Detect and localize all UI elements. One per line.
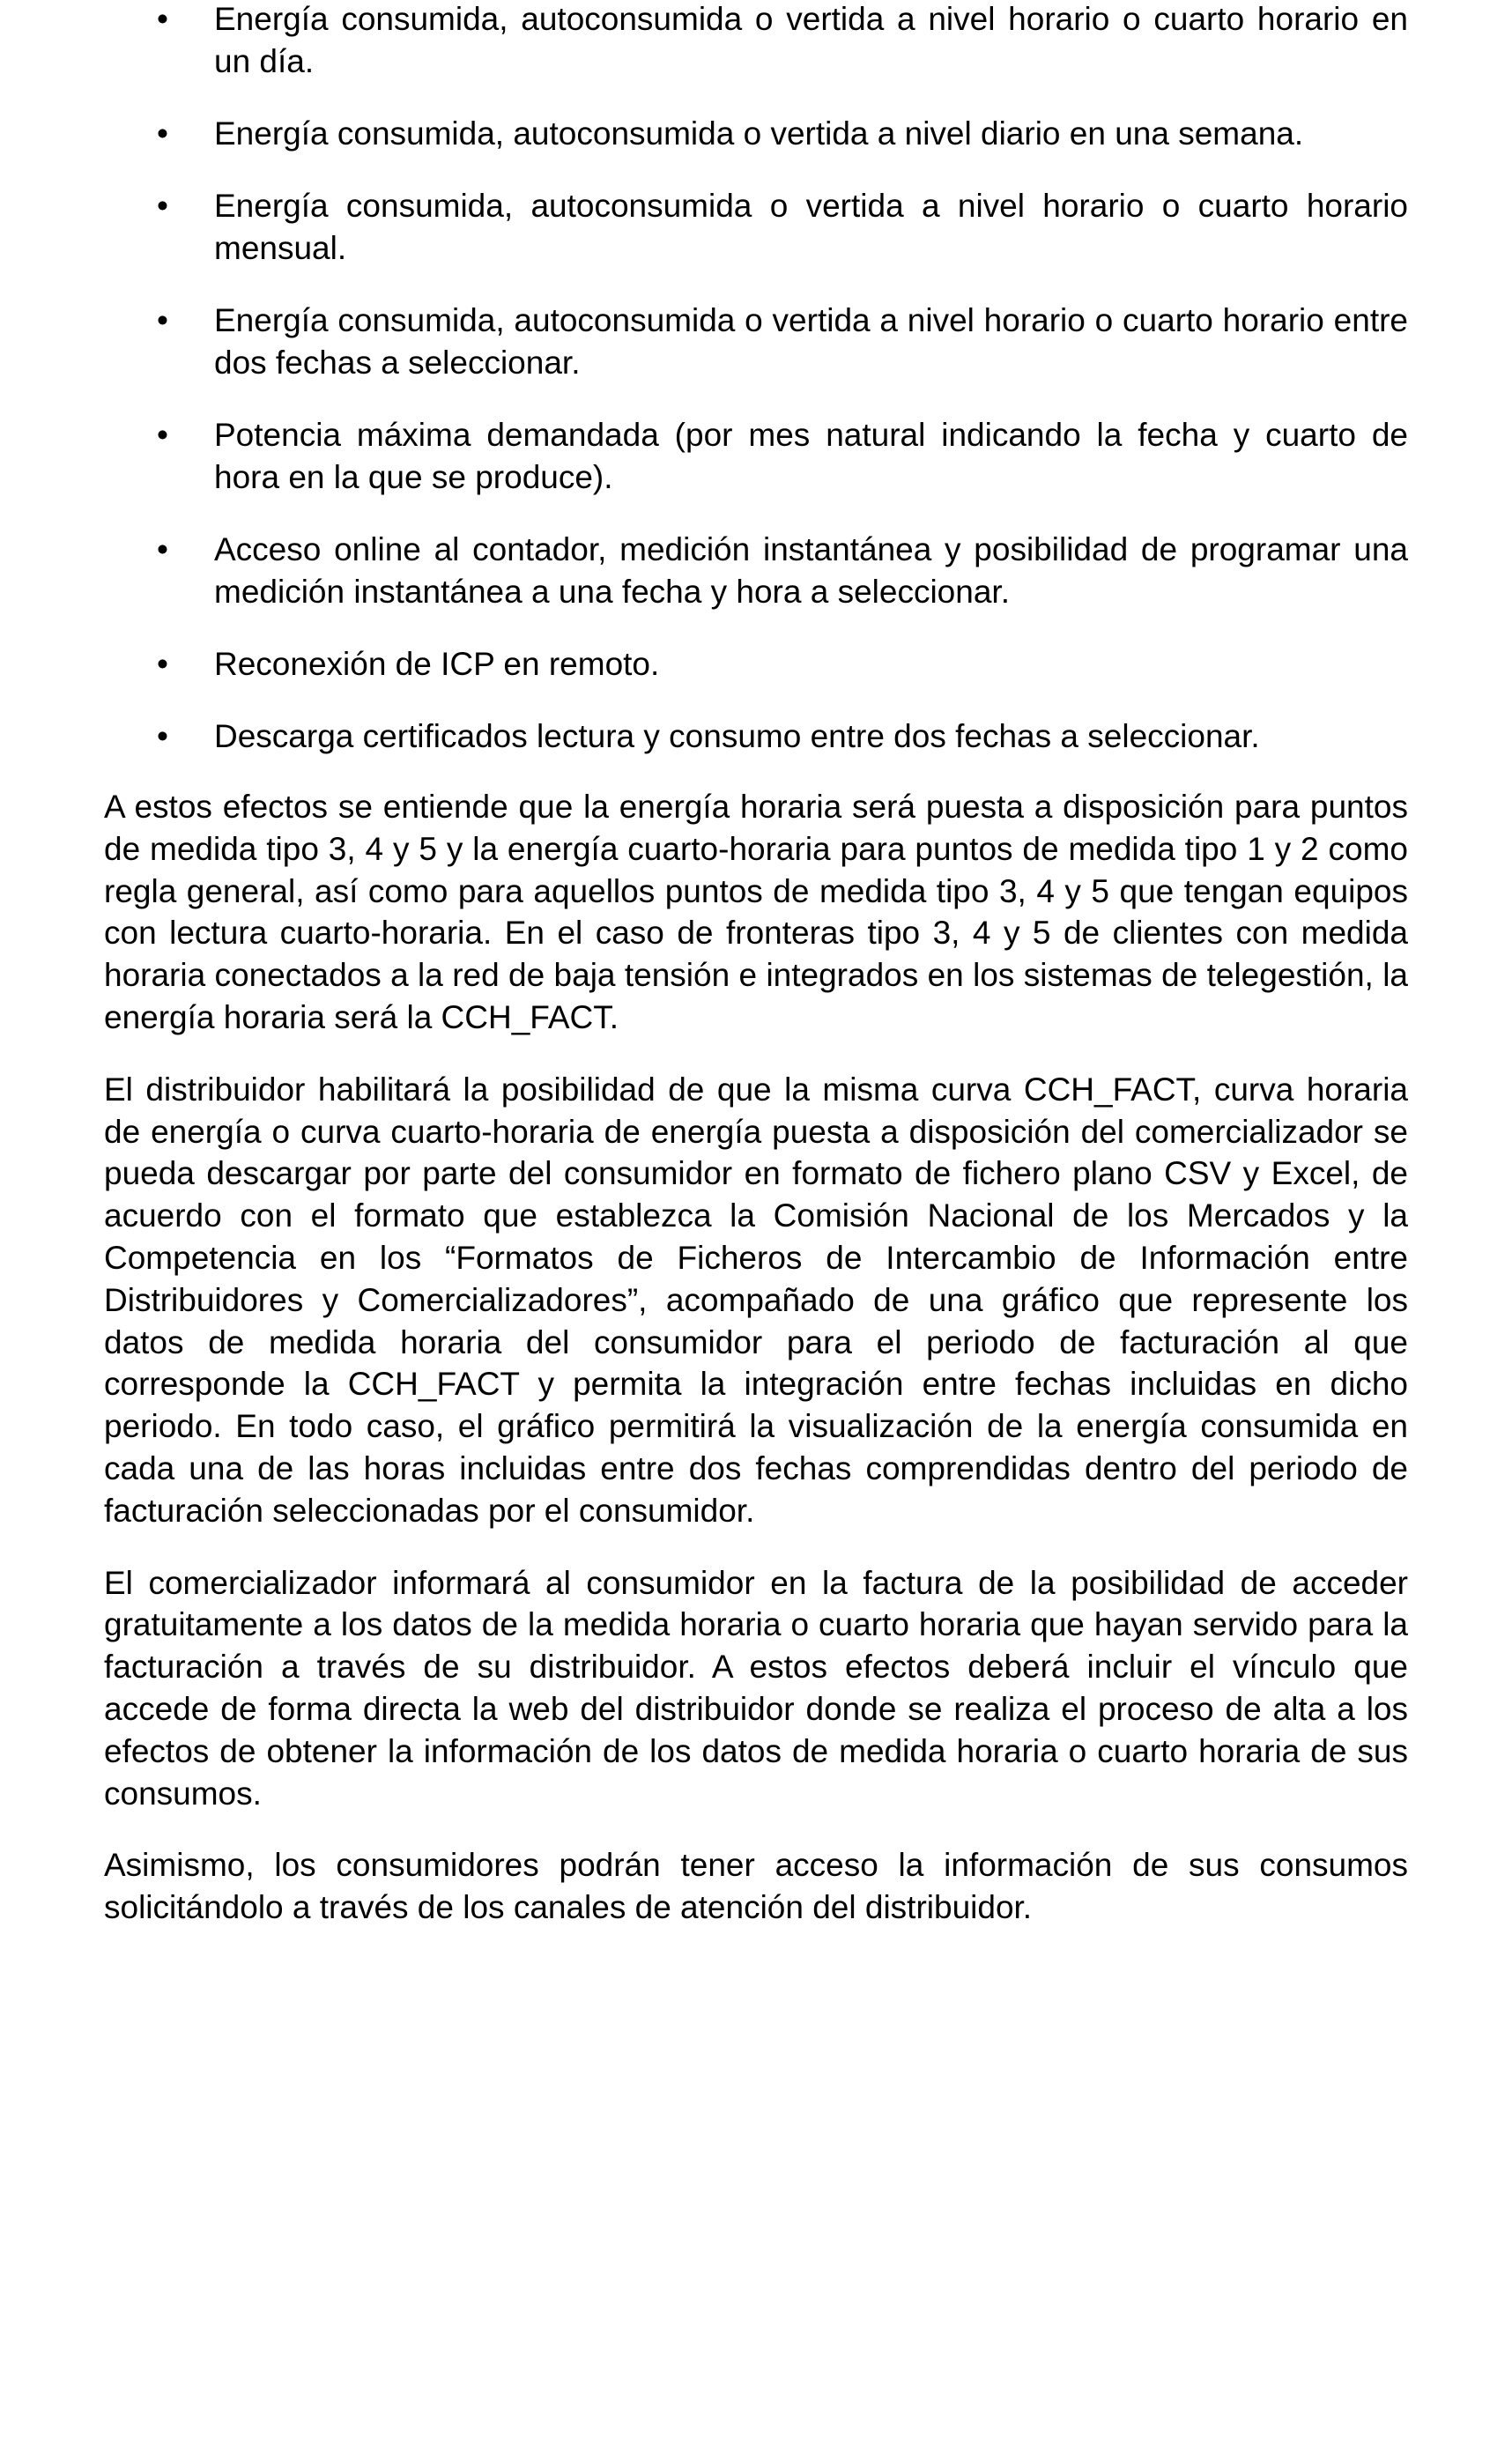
list-item bbox=[104, 300, 1408, 384]
list-item bbox=[104, 185, 1408, 270]
list-item-text: Energía consumida, autoconsumida o vertida a nivel horario o cuarto horario en un día. bbox=[214, 1, 1408, 79]
list-item bbox=[104, 715, 1408, 758]
list-item bbox=[104, 643, 1408, 686]
list-item-text: Energía consumida, autoconsumida o vertida a nivel horario o cuarto horario entre dos fechas a seleccionar. bbox=[214, 302, 1408, 381]
bullet-marker: • bbox=[157, 531, 168, 567]
bullet-marker: • bbox=[157, 115, 168, 152]
bullet-marker: • bbox=[157, 1, 168, 37]
bullet-list bbox=[104, 0, 1408, 758]
bullet-marker: • bbox=[157, 188, 168, 224]
paragraph-energy-definitions: A estos efectos se entiende que la energía horaria será puesta a disposición para puntos de medida tipo 3, 4 y 5 y la energía cuarto-horaria para puntos de medida tipo 1 y 2 como regla general, así como para aquellos puntos de medida tipo 3, 4 y 5 que tengan equipos con lectura cuarto-horaria. En el caso de fronteras tipo 3, 4 y 5 de clientes con medida horaria conectados a la red de baja tensión e integrados en los sistemas de telegestión, la energía horaria será la CCH_FACT. bbox=[104, 789, 1408, 1035]
list-item-text: Acceso online al contador, medición instantánea y posibilidad de programar una medición instantánea a una fecha y hora a seleccionar. bbox=[214, 531, 1408, 610]
document-page bbox=[104, 0, 1408, 1959]
bullet-marker: • bbox=[157, 646, 168, 682]
list-item-text: Potencia máxima demandada (por mes natural indicando la fecha y cuarto de hora en la que se produce). bbox=[214, 417, 1408, 495]
bullet-marker: • bbox=[157, 302, 168, 338]
list-item bbox=[104, 113, 1408, 155]
list-item bbox=[104, 414, 1408, 499]
list-item-text: Descarga certificados lectura y consumo entre dos fechas a seleccionar. bbox=[214, 718, 1260, 754]
list-item bbox=[104, 529, 1408, 613]
paragraph-distributor-download: El distribuidor habilitará la posibilidad de que la misma curva CCH_FACT, curva horaria de energía o curva cuarto-horaria de energía puesta a disposición del comercializador se pueda descargar por parte del consumidor en formato de fichero plano CSV y Excel, de acuerdo con el formato que establezca la Comisión Nacional de los Mercados y la Competencia en los “Formatos de Ficheros de Intercambio de Información entre Distribuidores y Comercializadores”, acompañado de una gráfico que represente los datos de medida horaria del consumidor para el periodo de facturación al que corresponde la CCH_FACT y permita la integración entre fechas incluidas en dicho periodo. En todo caso, el gráfico permitirá la visualización de la energía consumida en cada una de las horas incluidas entre dos fechas comprendidas dentro del periodo de facturación seleccionadas por el consumidor. bbox=[104, 1071, 1408, 1529]
paragraph-consumer-access: Asimismo, los consumidores podrán tener acceso la información de sus consumos solicitándolo a través de los canales de atención del distribuidor. bbox=[104, 1847, 1408, 1926]
list-item bbox=[104, 0, 1408, 83]
list-item-text: Energía consumida, autoconsumida o vertida a nivel horario o cuarto horario mensual. bbox=[214, 188, 1408, 266]
bullet-marker: • bbox=[157, 417, 168, 453]
list-item-text: Reconexión de ICP en remoto. bbox=[214, 646, 660, 682]
bullet-marker: • bbox=[157, 718, 168, 754]
paragraph-marketer-invoice: El comercializador informará al consumidor en la factura de la posibilidad de acceder gratuitamente a los datos de la medida horaria o cuarto horaria que hayan servido para la facturación a través de su distribuidor. A estos efectos deberá incluir el vínculo que accede de forma directa la web del distribuidor donde se realiza el proceso de alta a los efectos de obtener la información de los datos de medida horaria o cuarto horaria de sus consumos. bbox=[104, 1564, 1408, 1812]
list-item-text: Energía consumida, autoconsumida o vertida a nivel diario en una semana. bbox=[214, 115, 1304, 152]
